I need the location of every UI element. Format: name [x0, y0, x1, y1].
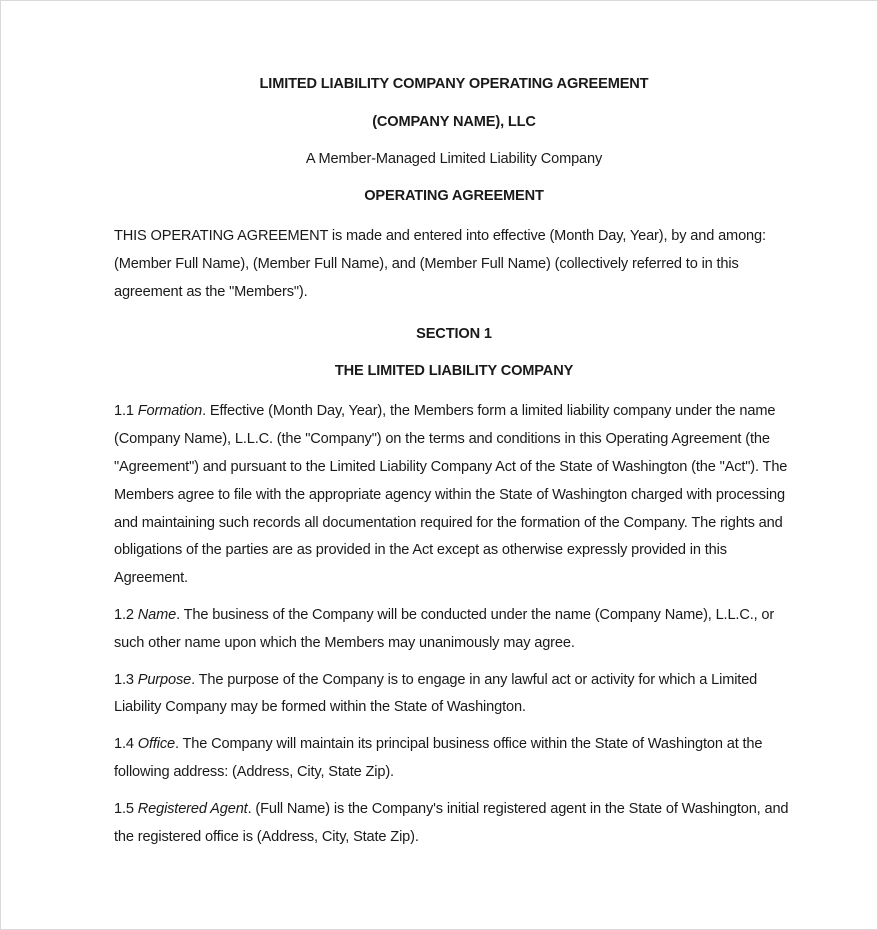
clause-term: Formation [137, 403, 203, 420]
clause-number: 1.2 [114, 606, 134, 623]
clause-number: 1.4 [114, 736, 134, 753]
clause-paragraph [114, 667, 794, 723]
section-title: THE LIMITED LIABILITY COMPANY [334, 363, 574, 380]
agreement-heading: OPERATING AGREEMENT [364, 188, 544, 204]
document-title: LIMITED LIABILITY COMPANY OPERATING AGREEMENT [259, 76, 649, 92]
clause-paragraph [114, 602, 794, 658]
clause-term: Name [137, 606, 177, 623]
document-page [114, 74, 794, 860]
clause-text: . (Full Name) is the Company's initial registered agent in the State of Washington, and the registered office is (Address, City, State Zip). [114, 800, 789, 845]
clause-paragraph [114, 796, 794, 852]
clause-term: Purpose [137, 671, 192, 688]
company-name-heading: (COMPANY NAME), LLC [372, 114, 536, 130]
clause-paragraph [114, 398, 794, 593]
clause-number: 1.5 [114, 800, 134, 817]
intro-paragraph: THIS OPERATING AGREEMENT is made and entered into effective (Month Day, Year), by and among: (Member Full Name), (Member Full Name), and (Member Full Name) (collectively referred to in this agreement as the "Members"). [114, 228, 766, 300]
clause-text: . The Company will maintain its principal business office within the State of Washington at the following address: (Address, City, State Zip). [114, 736, 763, 780]
clause-text: . Effective (Month Day, Year), the Members form a limited liability company under the name (Company Name), L.L.C. (the "Company") on the terms and conditions in this Operating Agreement (the "Agreement") and pursuant to the Limited Liability Company Act of the State of Washington (the "Act"). The Members agree to file with the appropriate agency within the State of Washington charged with processing and maintaining such records all documentation required for the formation of the Company. The rights and obligations of the parties are as provided in the Act except as otherwise expressly provided in this Agreement. [114, 403, 788, 587]
section-number: SECTION 1 [416, 326, 492, 343]
document-subtitle: A Member-Managed Limited Liability Company [305, 151, 603, 167]
clause-text: . The purpose of the Company is to engage in any lawful act or activity for which a Limited Liability Company may be formed within the State of Washington. [114, 671, 758, 716]
clause-text: . The business of the Company will be conducted under the name (Company Name), L.L.C., or such other name upon which the Members may unanimously may agree. [114, 606, 775, 651]
clause-term: Registered Agent [137, 800, 248, 817]
clause-number: 1.3 [114, 671, 134, 688]
clause-number: 1.1 [114, 403, 134, 420]
clause-paragraph [114, 731, 794, 787]
clause-term: Office [137, 736, 175, 753]
